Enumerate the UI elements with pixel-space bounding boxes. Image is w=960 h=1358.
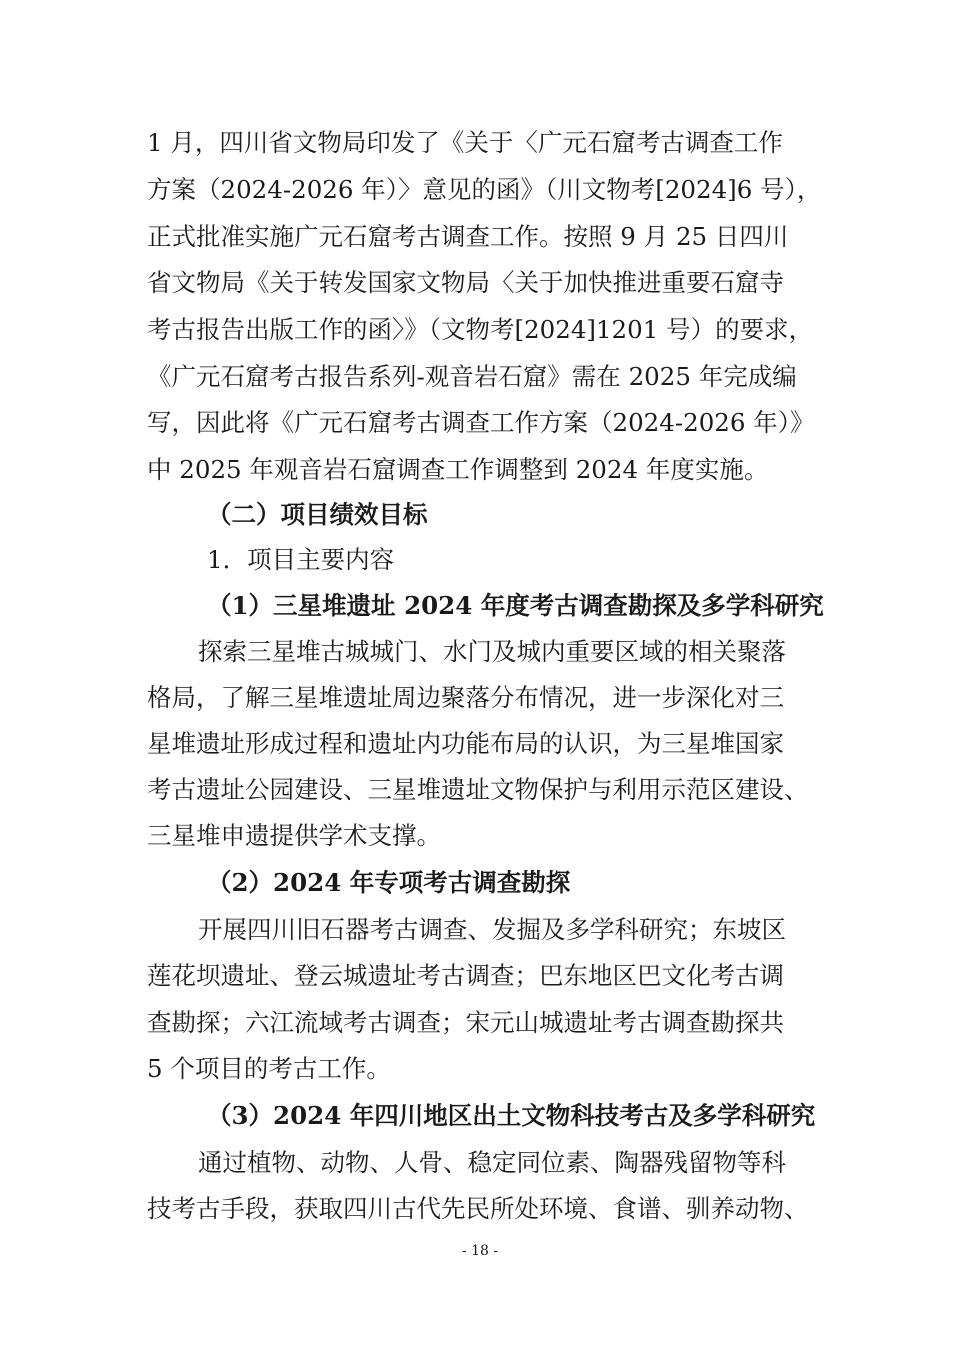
text-line: 1 月，四川省文物局印发了《关于〈广元石窟考古调查工作 — [147, 128, 783, 157]
text-line: 通过植物、动物、人骨、稳定同位素、陶器残留物等科 — [198, 1148, 786, 1177]
text-line: 5 个项目的考古工作。 — [147, 1054, 391, 1083]
text-line: 《广元石窟考古报告系列-观音岩石窟》需在 2025 年完成编 — [147, 362, 797, 391]
text-line: 查勘探；六江流域考古调查；宋元山城遗址考古调查勘探共 — [147, 1008, 784, 1037]
page-number: - 18 - — [461, 1243, 499, 1259]
section-heading: （二）项目绩效目标 — [207, 500, 428, 529]
text-line: 省文物局《关于转发国家文物局〈关于加快推进重要石窟寺 — [147, 268, 784, 297]
text-line: 写，因此将《广元石窟考古调查工作方案（2024-2026 年）》 — [147, 408, 815, 437]
item-heading: （2）2024 年专项考古调查勘探 — [207, 868, 571, 897]
subsection-heading: 1．项目主要内容 — [207, 545, 395, 574]
text-line: 方案（2024-2026 年）〉意见的函》（川文物考[2024]6 号）， — [147, 175, 822, 204]
item-heading: （3）2024 年四川地区出土文物科技考古及多学科研究 — [207, 1101, 816, 1130]
text-line: 技考古手段，获取四川古代先民所处环境、食谱、驯养动物、 — [147, 1194, 809, 1223]
text-line: 考古报告出版工作的函〉》（文物考[2024]1201 号）的要求， — [147, 315, 814, 344]
text-line: 莲花坝遗址、登云城遗址考古调查；巴东地区巴文化考古调 — [147, 961, 784, 990]
text-line: 格局，了解三星堆遗址周边聚落分布情况，进一步深化对三 — [147, 683, 784, 712]
text-line: 三星堆申遗提供学术支撑。 — [147, 821, 441, 850]
text-line: 开展四川旧石器考古调查、发掘及多学科研究；东坡区 — [198, 915, 786, 944]
text-line: 星堆遗址形成过程和遗址内功能布局的认识，为三星堆国家 — [147, 729, 784, 758]
text-line: 正式批准实施广元石窟考古调查工作。按照 9 月 25 日四川 — [147, 222, 789, 251]
text-line: 探索三星堆古城城门、水门及城内重要区域的相关聚落 — [198, 637, 786, 666]
text-line: 中 2025 年观音岩石窟调查工作调整到 2024 年度实施。 — [147, 455, 769, 484]
item-heading: （1）三星堆遗址 2024 年度考古调查勘探及多学科研究 — [207, 591, 824, 620]
text-line: 考古遗址公园建设、三星堆遗址文物保护与利用示范区建设、 — [147, 775, 809, 804]
